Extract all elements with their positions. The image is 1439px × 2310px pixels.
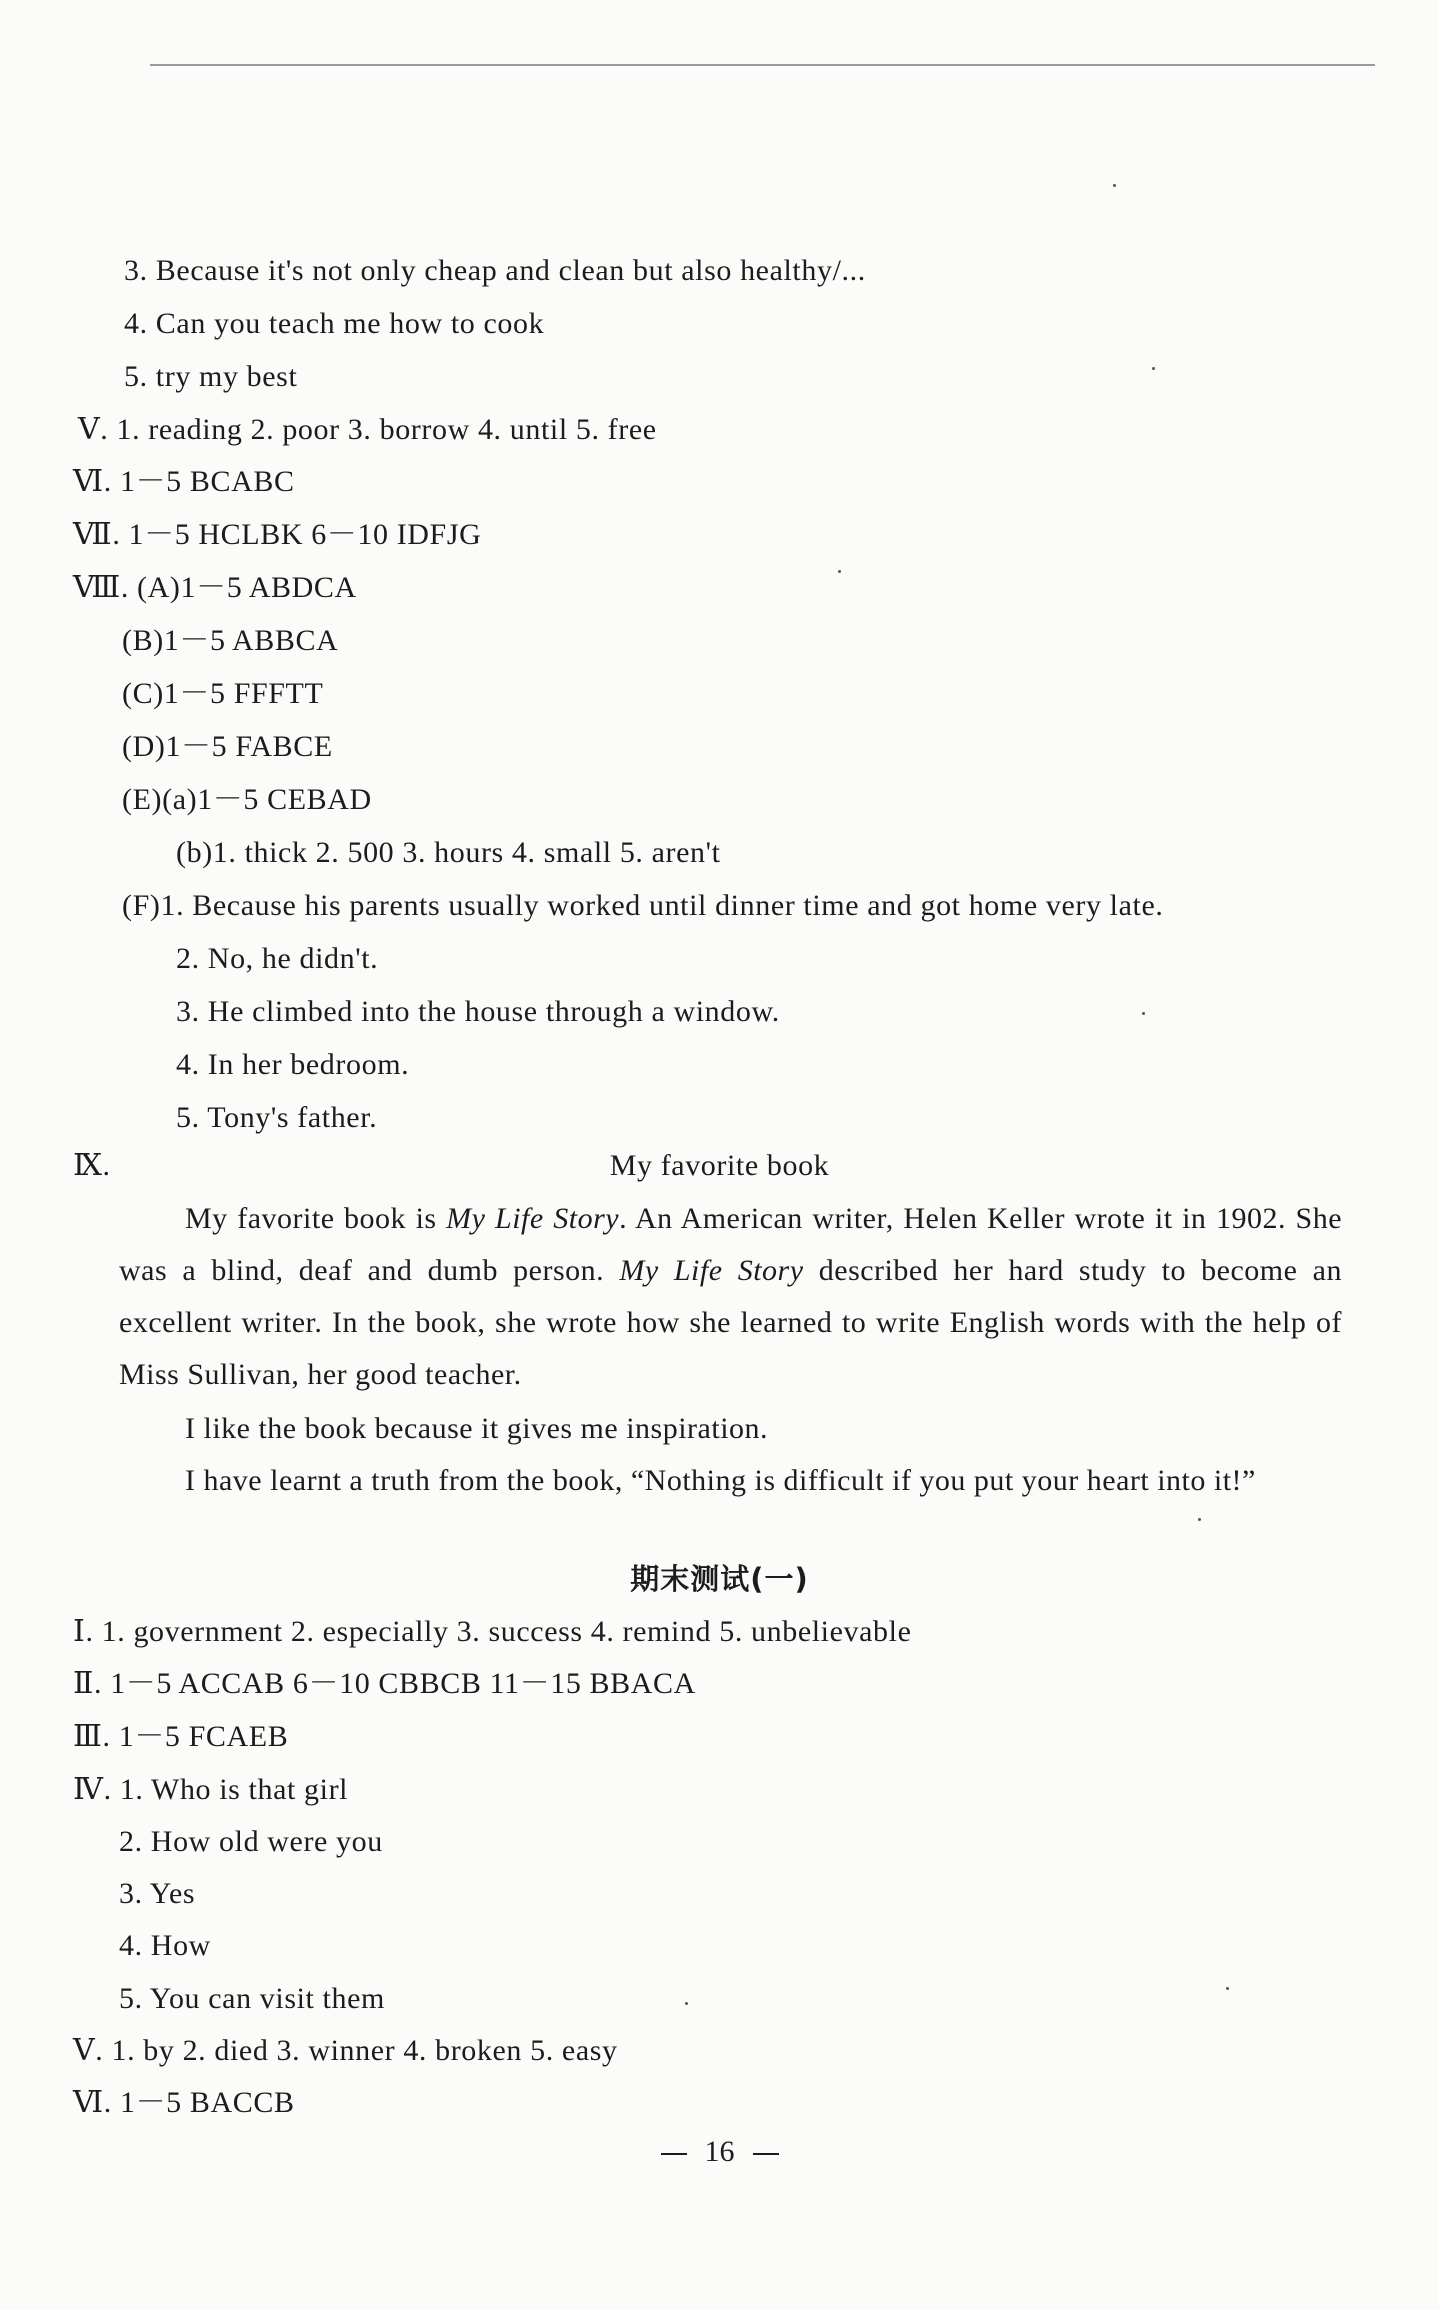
- answer-line: 3. Because it's not only cheap and clean but also healthy/...: [124, 254, 866, 287]
- section-vii-answers: Ⅶ. 1－5 HCLBK 6－10 IDFJG: [73, 518, 482, 551]
- scan-speck: [1152, 367, 1155, 370]
- section-v-answers: Ⅴ. 1. reading 2. poor 3. borrow 4. until 5. free: [78, 413, 657, 446]
- essay-text: I like the book because it gives me inspiration.: [185, 1412, 769, 1445]
- section-viii-a-answers: Ⅷ. (A)1－5 ABDCA: [73, 571, 357, 604]
- dash-left: [661, 2153, 687, 2155]
- section-viii-f-answer-1: (F)1. Because his parents usually worked until dinner time and got home very late.: [122, 889, 1164, 922]
- section-title: 期末测试(一): [630, 1562, 809, 1596]
- test-i-answers: Ⅰ. 1. government 2. especially 3. success 4. remind 5. unbelievable: [73, 1615, 912, 1648]
- section-viii-c-answers: (C)1－5 FFFTT: [122, 677, 324, 710]
- test-iv-answer-5: 5. You can visit them: [119, 1982, 385, 2015]
- scan-speck: [1226, 1987, 1229, 1990]
- test-vi-answers: Ⅵ. 1－5 BACCB: [73, 2086, 295, 2119]
- answer-line: 4. Can you teach me how to cook: [124, 307, 545, 340]
- essay-title: My favorite book: [609, 1149, 830, 1182]
- scan-speck: [1113, 184, 1116, 187]
- section-viii-f-answer-2: 2. No, he didn't.: [176, 942, 379, 975]
- book-title: My Life Story: [619, 1254, 804, 1287]
- section-viii-e-b-answers: (b)1. thick 2. 500 3. hours 4. small 5. aren't: [176, 836, 721, 869]
- test-iv-answer-4: 4. How: [119, 1929, 211, 1962]
- essay-text: . An American writer, Helen Keller wrote it in 1902. She was a blind, deaf and dumb person.: [119, 1202, 1343, 1287]
- section-viii-f-answer-5: 5. Tony's father.: [176, 1101, 378, 1134]
- scan-speck: [1198, 1518, 1201, 1521]
- section-viii-f-answer-4: 4. In her bedroom.: [176, 1048, 410, 1081]
- section-vi-answers: Ⅵ. 1－5 BCABC: [73, 465, 295, 498]
- section-viii-f-answer-3: 3. He climbed into the house through a window.: [176, 995, 780, 1028]
- top-rule: [150, 64, 1375, 66]
- scan-speck: [838, 570, 841, 573]
- essay-paragraph-3: [119, 1455, 1342, 1507]
- essay-paragraph-1: [119, 1193, 1342, 1401]
- essay-text: My favorite book is: [185, 1202, 447, 1235]
- essay-text: described her hard study to become an excellent writer. In the book, she wrote how she learned to write English words with the help of Miss Sullivan, her good teacher.: [119, 1254, 1342, 1391]
- dash-right: [753, 2153, 779, 2155]
- page-number-text: 16: [704, 2135, 735, 2168]
- essay-text: I have learnt a truth from the book, “Nothing is difficult if you put your heart into it!”: [185, 1464, 1256, 1497]
- scan-speck: [1142, 1012, 1145, 1015]
- scan-speck: [685, 2002, 688, 2005]
- answer-line: 5. try my best: [124, 360, 298, 393]
- section-viii-e-answers: (E)(a)1－5 CEBAD: [122, 783, 372, 816]
- test-iv-answer-3: 3. Yes: [119, 1877, 196, 1910]
- section-viii-b-answers: (B)1－5 ABBCA: [122, 624, 339, 657]
- test-ii-answers: Ⅱ. 1－5 ACCAB 6－10 CBBCB 11－15 BBACA: [73, 1667, 696, 1700]
- essay-paragraph-2: [119, 1403, 1342, 1455]
- section-viii-d-answers: (D)1－5 FABCE: [122, 730, 333, 763]
- page-number: [0, 2132, 1439, 2172]
- test-iii-answers: Ⅲ. 1－5 FCAEB: [73, 1720, 289, 1753]
- book-title: My Life Story: [446, 1202, 620, 1235]
- section-ix-label: Ⅸ.: [73, 1149, 111, 1182]
- test-v-answers: Ⅴ. 1. by 2. died 3. winner 4. broken 5. easy: [73, 2034, 618, 2067]
- test-iv-answer-2: 2. How old were you: [119, 1825, 383, 1858]
- test-iv-answer-1: Ⅳ. 1. Who is that girl: [73, 1773, 349, 1806]
